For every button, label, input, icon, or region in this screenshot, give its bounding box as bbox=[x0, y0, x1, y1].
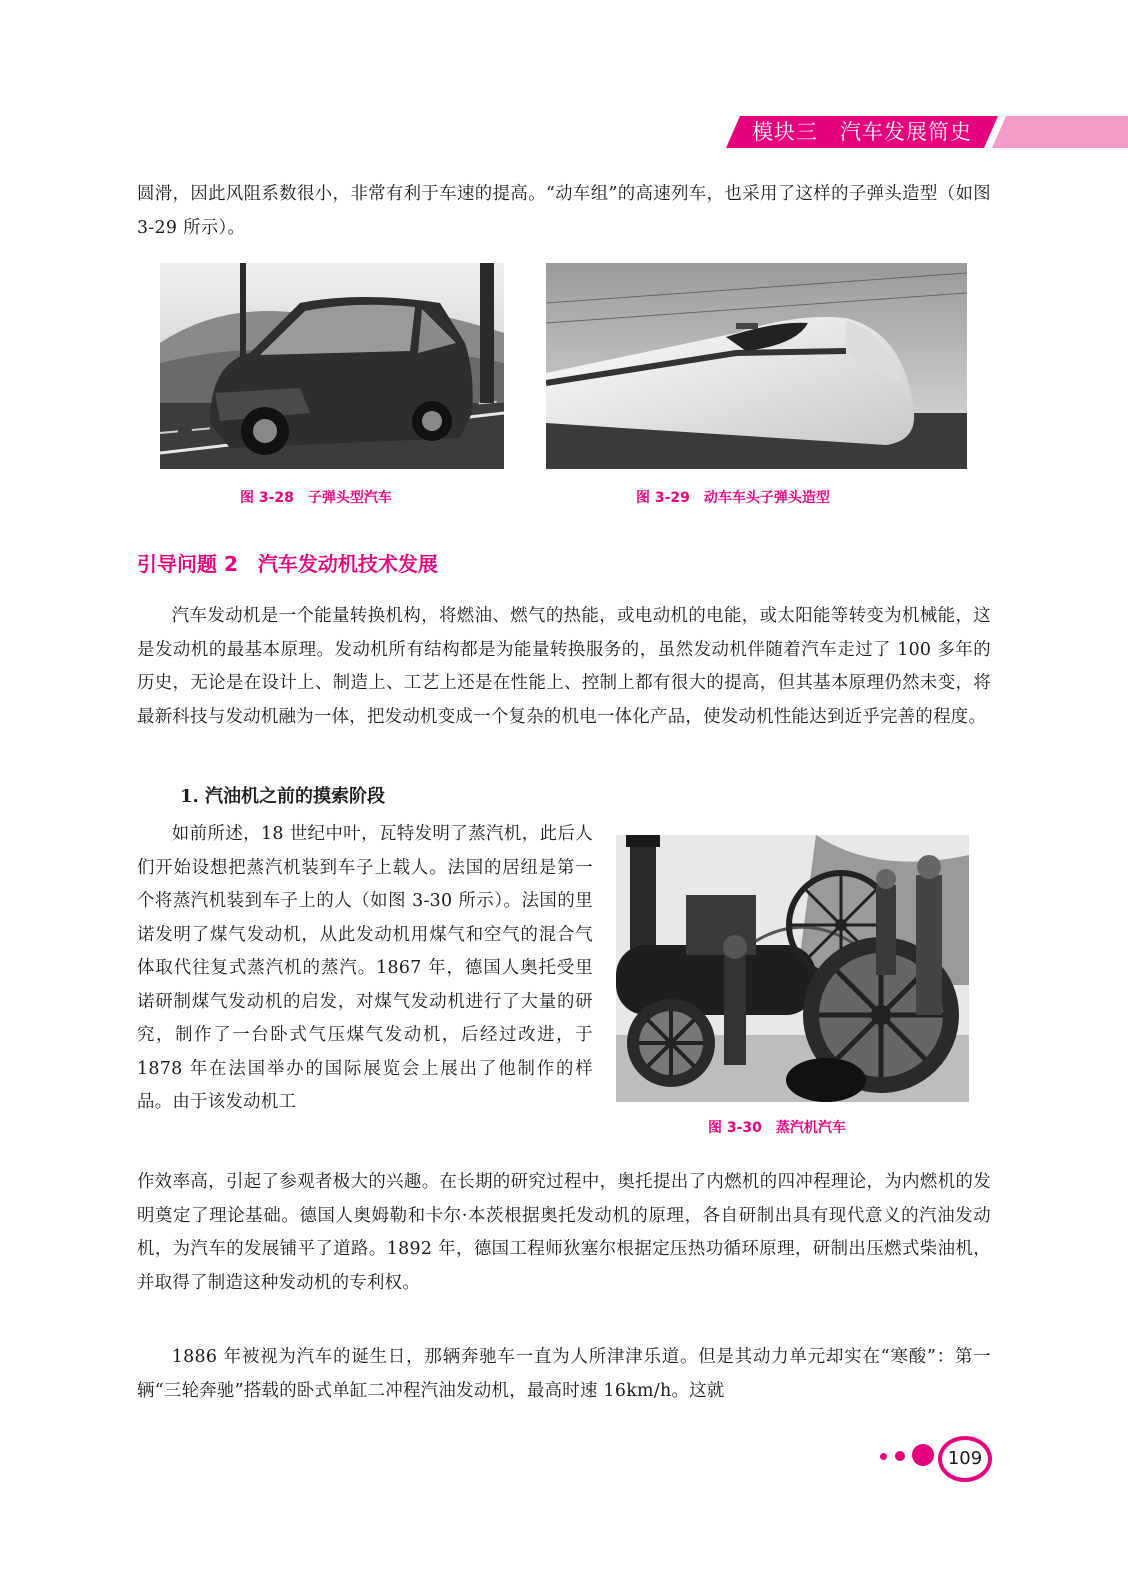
header-band-accent bbox=[992, 116, 1128, 148]
intro-paragraph: 圆滑，因此风阻系数很小，非常有利于车速的提高。“动车组”的高速列车，也采用了这样的子弹头造型（如图 3-29 所示）。 bbox=[137, 184, 991, 238]
figure-car-photo bbox=[160, 263, 504, 469]
section-paragraph-2-wrapped: 如前所述，18 世纪中叶，瓦特发明了蒸汽机，此后人们开始设想把蒸汽机装到车子上载人。法国的居纽是第一个将蒸汽机装到车子上的人（如图 3-30 所示）。法国的里诺发明了煤气发动机，从此发动机用煤气和空气的混合气体取代往复式蒸汽机的蒸汽。1867 年，德国人奥托受里诺研制煤气发动机的启发，对煤气发动机进行了大量的研究，制作了一台卧式气压煤气发动机，后经过改进，于 1878 年在法国举办的国际展览会上展出了他制作的样品。由于该发动机工 bbox=[137, 824, 593, 1112]
figure-caption-3-28: 图 3-28 子弹头型汽车 bbox=[240, 490, 392, 506]
figure-caption-3-29: 图 3-29 动车车头子弹头造型 bbox=[636, 490, 830, 506]
train-image bbox=[546, 263, 967, 469]
page-dot-medium bbox=[895, 1451, 905, 1461]
page-dot-large bbox=[912, 1444, 934, 1466]
section-paragraph-2-continued: 作效率高，引起了参观者极大的兴趣。在长期的研究过程中，奥托提出了内燃机的四冲程理论，为内燃机的发明奠定了理论基础。德国人奥姆勒和卡尔·本茨根据奥托发动机的原理，各自研制出具有现代意义的汽油发动机，为汽车的发展铺平了道路。1892 年，德国工程师狄塞尔根据定压热功循环原理，研制出压燃式柴油机，并取得了制造这种发动机的专利权。 bbox=[137, 1172, 991, 1293]
page-dot-small bbox=[880, 1453, 887, 1460]
section-paragraph-3: 1886 年被视为汽车的诞生日，那辆奔驰车一直为人所津津乐道。但是其动力单元却实在“寒酸”：第一辆“三轮奔驰”搭载的卧式单缸二冲程汽油发动机，最高时速 16km/h。这就 bbox=[137, 1347, 991, 1401]
car-image bbox=[160, 263, 504, 469]
section-paragraph-1: 汽车发动机是一个能量转换机构，将燃油、燃气的热能，或电动机的电能，或太阳能等转变为机械能，这是发动机的最基本原理。发动机所有结构都是为能量转换服务的，虽然发动机伴随着汽车走过了 100 多年的历史，无论是在设计上、制造上、工艺上还是在性能上、控制上都有很大的提高，但其基本原理仍然未变，将最新科技与发动机融为一体，把发动机变成一个复杂的机电一体化产品，使发动机性能达到近乎完善的程度。 bbox=[137, 606, 991, 727]
section-title: 引导问题 2 汽车发动机技术发展 bbox=[137, 552, 438, 576]
subsection-title: 1. 汽油机之前的摸索阶段 bbox=[180, 786, 386, 807]
figure-train-photo bbox=[546, 263, 967, 469]
page-number: 109 bbox=[938, 1436, 992, 1482]
figure-caption-3-30: 图 3-30 蒸汽机汽车 bbox=[708, 1120, 846, 1136]
figure-steam-car-photo bbox=[616, 835, 969, 1102]
module-title: 模块三 汽车发展简史 bbox=[752, 120, 972, 144]
steam-car-image bbox=[616, 835, 969, 1102]
